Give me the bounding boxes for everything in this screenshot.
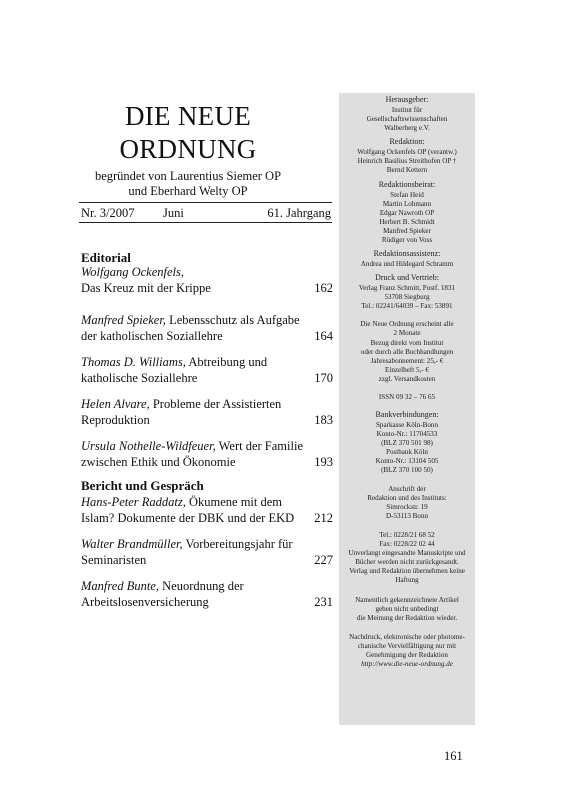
divider-top [79, 202, 332, 203]
imprint-line: geben nicht unbedingt [375, 605, 439, 613]
section-heading-editorial: Editorial [81, 250, 131, 265]
toc-entry [81, 265, 333, 296]
imprint-line: Jahresabonnement: 25,- € [370, 357, 444, 365]
issue-month: Juni [163, 206, 184, 220]
imprint-line: Genehmigung der Redaktion [366, 651, 448, 659]
entry-page: 193 [314, 454, 333, 469]
imprint-line: Manfred Spieker [383, 227, 431, 235]
entry-author: Manfred Bunte, [81, 579, 159, 593]
imprint-line: Stefan Heid [390, 191, 424, 199]
toc-entry [81, 495, 333, 526]
bank-heading: Bankverbindungen: [375, 410, 439, 419]
imprint-line: Heinrich Basilius Streithofen OP † [357, 157, 457, 165]
imprint-line: Herbert B. Schmidt [379, 218, 435, 226]
entry-page: 162 [314, 280, 333, 295]
entry-title: Ökumene mit dem Islam? Dokumente der DBK und der EKD [81, 495, 295, 525]
imprint-line: Tel.: 02241/64039 – Fax: 53891 [361, 302, 453, 310]
imprint-line: chanische Vervielfältigung nur mit [357, 642, 457, 650]
imprint-line: Martin Lohmann [382, 200, 432, 208]
imprint-line: Edgar Nawroth OP [379, 209, 435, 217]
entry-page: 212 [314, 510, 333, 525]
entry-author: Walter Brandmüller, [81, 537, 183, 551]
entry-title: Das Kreuz mit der Krippe [81, 280, 211, 295]
page-number: 161 [444, 749, 463, 763]
imprint-line: oder durch alle Buchhandlungen [360, 348, 454, 356]
magazine-title-line1: DIE NEUE [124, 101, 252, 131]
entry-title: Wert der Familie zwischen Ethik und Ökonomie [81, 439, 303, 469]
imprint-line: Verlag und Redaktion übernehmen keine [349, 567, 465, 575]
imprint-line: die Meinung der Redaktion wieder. [356, 614, 458, 622]
issn: ISSN 09 32 – 76 65 [378, 393, 436, 401]
entry-author: Wolfgang Ockenfels, [81, 265, 184, 279]
imprint-line: Verlag Franz Schmitt, Postf. 1831 [358, 284, 456, 292]
imprint-line: Bernd Kettern [386, 166, 428, 174]
toc-entry [81, 439, 333, 470]
imprint-line: Sparkasse Köln-Bonn [375, 421, 439, 429]
imprint-line: Institut für [391, 106, 423, 114]
imprint-line: (BLZ 370 501 98) [381, 439, 433, 447]
entry-page: 227 [314, 552, 333, 567]
imprint-line: Anschrift der [388, 485, 426, 493]
entry-title: Abtreibung und katholische Soziallehre [81, 355, 268, 385]
board-heading: Redaktionsbeirat: [378, 180, 436, 189]
imprint-line: Die Neue Ordnung erscheint alle [360, 320, 454, 328]
imprint-line: zzgl. Versandkosten [378, 375, 436, 383]
imprint-line: Rüdiger von Voss [381, 236, 433, 244]
imprint-line: Konto-Nr.: 11704533 [376, 430, 438, 438]
imprint-line: Nachdruck, elektronische oder photome- [349, 633, 465, 641]
imprint-line: Simrockstr. 19 [386, 503, 428, 511]
imprint-line: Walberberg e.V. [384, 124, 430, 132]
imprint-line: Postbank Köln [386, 448, 428, 456]
entry-title: Probleme der Assistierten Reproduktion [81, 397, 282, 427]
imprint-line: Einzelheft 5,- € [385, 366, 429, 374]
imprint-line: Gesellschaftswissenschaften [366, 115, 448, 123]
toc-entry [81, 313, 333, 344]
entry-author: Ursula Nothelle-Wildfeuer, [81, 439, 216, 453]
section-heading-bericht: Bericht und Gespräch [81, 478, 204, 493]
issue-year: 61. Jahrgang [267, 206, 331, 220]
toc-entry [81, 397, 333, 428]
entry-author: Thomas D. Williams, [81, 355, 186, 369]
imprint-line: (BLZ 370 100 50) [381, 466, 433, 474]
entry-title: Lebensschutz als Aufgabe der katholischen Soziallehre [81, 313, 300, 343]
entry-title: Neuordnung der Arbeitslosenversicherung [81, 579, 244, 609]
imprint-line: D-53113 Bonn [385, 512, 429, 520]
founders-line1: begründet von Laurentius Siemer OP [94, 169, 282, 183]
founders-line2: und Eberhard Welty OP [128, 184, 248, 198]
entry-page: 164 [314, 328, 333, 343]
print-heading: Druck und Vertrieb: [375, 273, 439, 282]
entry-page: 183 [314, 412, 333, 427]
website-link[interactable]: http://www.die-neue-ordnung.de [361, 660, 453, 668]
entry-title: Vorbereitungsjahr für Seminaristen [81, 537, 293, 567]
imprint-line: 2 Monate [393, 329, 421, 337]
entry-author: Helen Alvare, [81, 397, 150, 411]
assistant-heading: Redaktionsassistenz: [373, 249, 441, 258]
imprint-line: Haftung [395, 576, 419, 584]
imprint-line: Redaktion und des Instituts: [367, 494, 447, 502]
imprint-line: Bücher werden nicht zurückgesandt. [355, 558, 459, 566]
imprint-line: Fax: 0228/22 02 44 [379, 540, 435, 548]
imprint-line: Wolfgang Ockenfels OP (verantw.) [357, 148, 457, 156]
imprint-line: Bezug direkt vom Institut [370, 339, 444, 347]
entry-page: 170 [314, 370, 333, 385]
imprint-line: Andrea und Hildegard Schramm [360, 260, 454, 268]
imprint-line: Unverlangt eingesandte Manuskripte und [348, 549, 466, 557]
magazine-title-line2: ORDNUNG [119, 134, 257, 164]
imprint-box [339, 93, 475, 725]
toc-entry [81, 579, 333, 610]
imprint-line: Konto-Nr.: 13104 505 [375, 457, 439, 465]
entry-author: Manfred Spieker, [81, 313, 166, 327]
imprint-line: 53708 Siegburg [384, 293, 430, 301]
toc-entry [81, 537, 333, 568]
editors-heading: Redaktion: [389, 137, 425, 146]
divider-bottom [79, 222, 332, 223]
entry-author: Hans-Peter Raddatz, [81, 495, 186, 509]
imprint-line: Namentlich gekennzeichnete Artikel [355, 596, 459, 604]
entry-page: 231 [314, 594, 333, 609]
toc-entry [81, 355, 333, 386]
publisher-heading: Herausgeber: [385, 95, 429, 104]
issue-number: Nr. 3/2007 [81, 206, 135, 220]
imprint-line: Tel.: 0228/21 68 52 [379, 531, 435, 539]
